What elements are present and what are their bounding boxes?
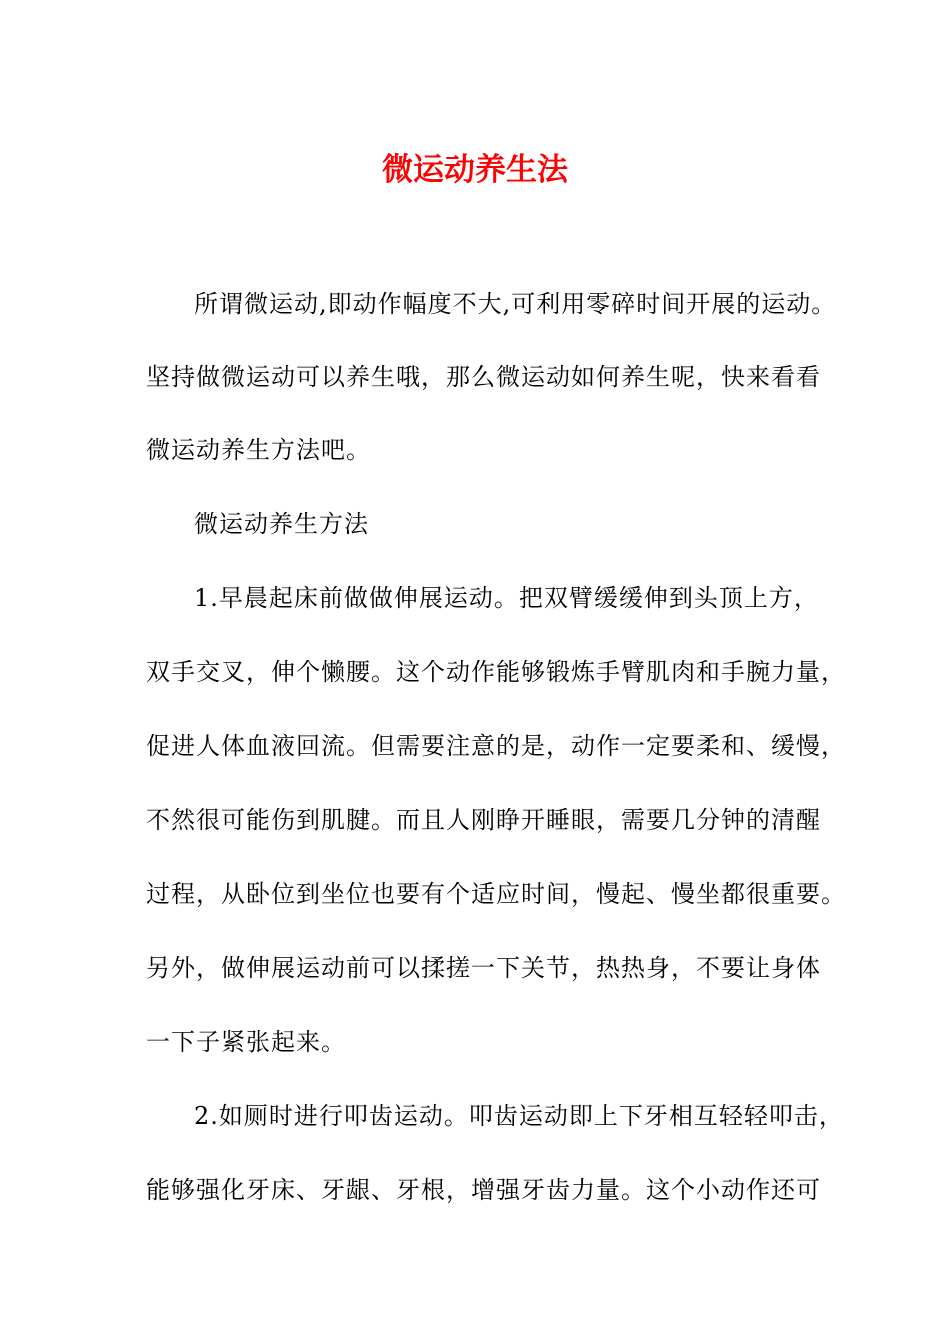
document-title: 微运动养生法 (382, 152, 568, 188)
paragraph-line: 1.早晨起床前做做伸展运动。把双臂缓缓伸到头顶上方， (194, 584, 819, 612)
paragraph-line: 一下子紧张起来。 (146, 1028, 346, 1056)
paragraph-line: 2.如厕时进行叩齿运动。叩齿运动即上下牙相互轻轻叩击， (194, 1102, 844, 1130)
paragraph-line: 双手交叉，伸个懒腰。这个动作能够锻炼手臂肌肉和手腕力量， (146, 658, 846, 686)
paragraph-line: 微运动养生方法吧。 (146, 436, 371, 464)
paragraph-line: 不然很可能伤到肌腱。而且人刚睁开睡眼，需要几分钟的清醒 (146, 806, 821, 834)
paragraph-line: 能够强化牙床、牙龈、牙根，增强牙齿力量。这个小动作还可 (146, 1176, 821, 1204)
paragraph-line: 过程，从卧位到坐位也要有个适应时间，慢起、慢坐都很重要。 (146, 880, 846, 908)
paragraph-line: 坚持做微运动可以养生哦，那么微运动如何养生呢，快来看看 (146, 363, 821, 391)
section-heading: 微运动养生方法 (194, 510, 369, 538)
paragraph-line: 所谓微运动,即动作幅度不大,可利用零碎时间开展的运动。 (194, 290, 837, 318)
paragraph-line: 另外，做伸展运动前可以揉搓一下关节，热热身，不要让身体 (146, 954, 821, 982)
paragraph-line: 促进人体血液回流。但需要注意的是，动作一定要柔和、缓慢， (146, 732, 846, 760)
